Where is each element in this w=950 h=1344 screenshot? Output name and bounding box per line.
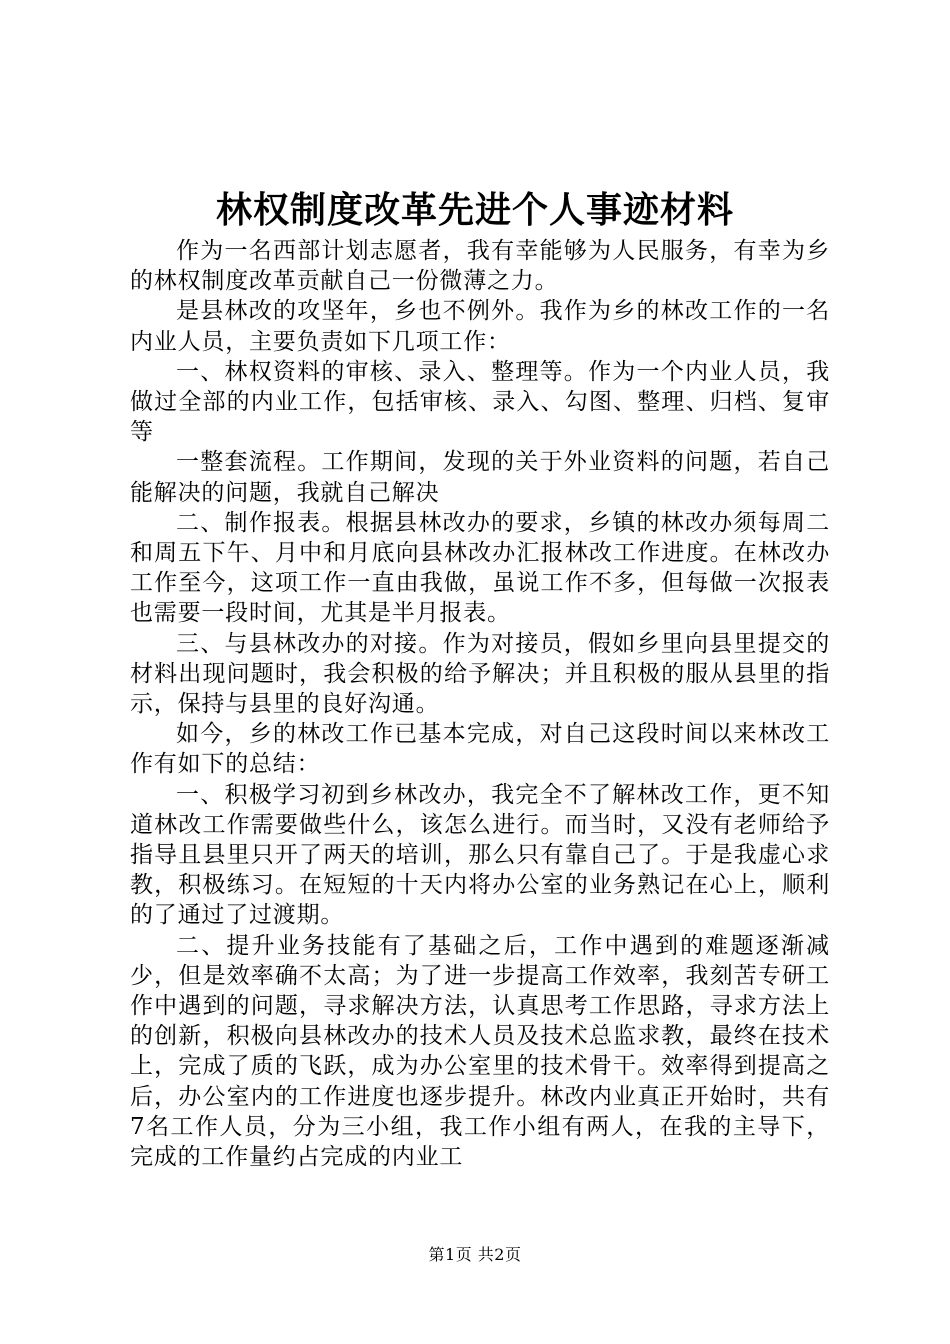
paragraph: 二、提升业务技能有了基础之后，工作中遇到的难题逐渐减少，但是效率确不太高；为了进一步提高工作效率，我刻苦专研工作中遇到的问题，寻求解决方法，认真思考工作思路，寻求方法上的创新，积极向县林改办的技术人员及技术总监求教，最终在技术上，完成了质的飞跃，成为办公室里的技术骨干。效率得到提高之后，办公室内的工作进度也逐步提升。林改内业真正开始时，共有7名工作人员，分为三小组，我工作小组有两人，在我的主导下，完成的工作量约占完成的内业工 <box>130 932 830 1171</box>
paragraph: 二、制作报表。根据县林改办的要求，乡镇的林改办须每周二和周五下午、月中和月底向县林改办汇报林改工作进度。在林改办工作至今，这项工作一直由我做，虽说工作不多，但每做一次报表也需要一段时间，尤其是半月报表。 <box>130 509 830 627</box>
paragraph: 作为一名西部计划志愿者，我有幸能够为人民服务，有幸为乡的林权制度改革贡献自己一份微薄之力。 <box>130 238 830 295</box>
paragraph: 是县林改的攻坚年，乡也不例外。我作为乡的林改工作的一名内业人员，主要负责如下几项工作： <box>130 298 830 355</box>
paragraph: 一整套流程。工作期间，发现的关于外业资料的问题，若自己能解决的问题，我就自己解决 <box>130 449 830 506</box>
paragraph: 一、积极学习初到乡林改办，我完全不了解林改工作，更不知道林改工作需要做些什么，该怎么进行。而当时，又没有老师给予指导且县里只开了两天的培训，那么只有靠自己了。于是我虚心求教，积极练习。在短短的十天内将办公室的业务熟记在心上，顺利的了通过了过渡期。 <box>130 781 830 929</box>
paragraph: 如今，乡的林改工作已基本完成，对自己这段时间以来林改工作有如下的总结： <box>130 721 830 778</box>
document-body <box>130 236 830 1172</box>
document-title: 林权制度改革先进个人事迹材料 <box>215 189 734 231</box>
paragraph: 一、林权资料的审核、录入、整理等。作为一个内业人员，我做过全部的内业工作，包括审核、录入、勾图、整理、归档、复审等 <box>130 358 830 446</box>
paragraph: 三、与县林改办的对接。作为对接员，假如乡里向县里提交的材料出现问题时，我会积极的给予解决；并且积极的服从县里的指示，保持与县里的良好沟通。 <box>130 630 830 718</box>
page-number-footer: 第1页 共2页 <box>428 1245 522 1264</box>
